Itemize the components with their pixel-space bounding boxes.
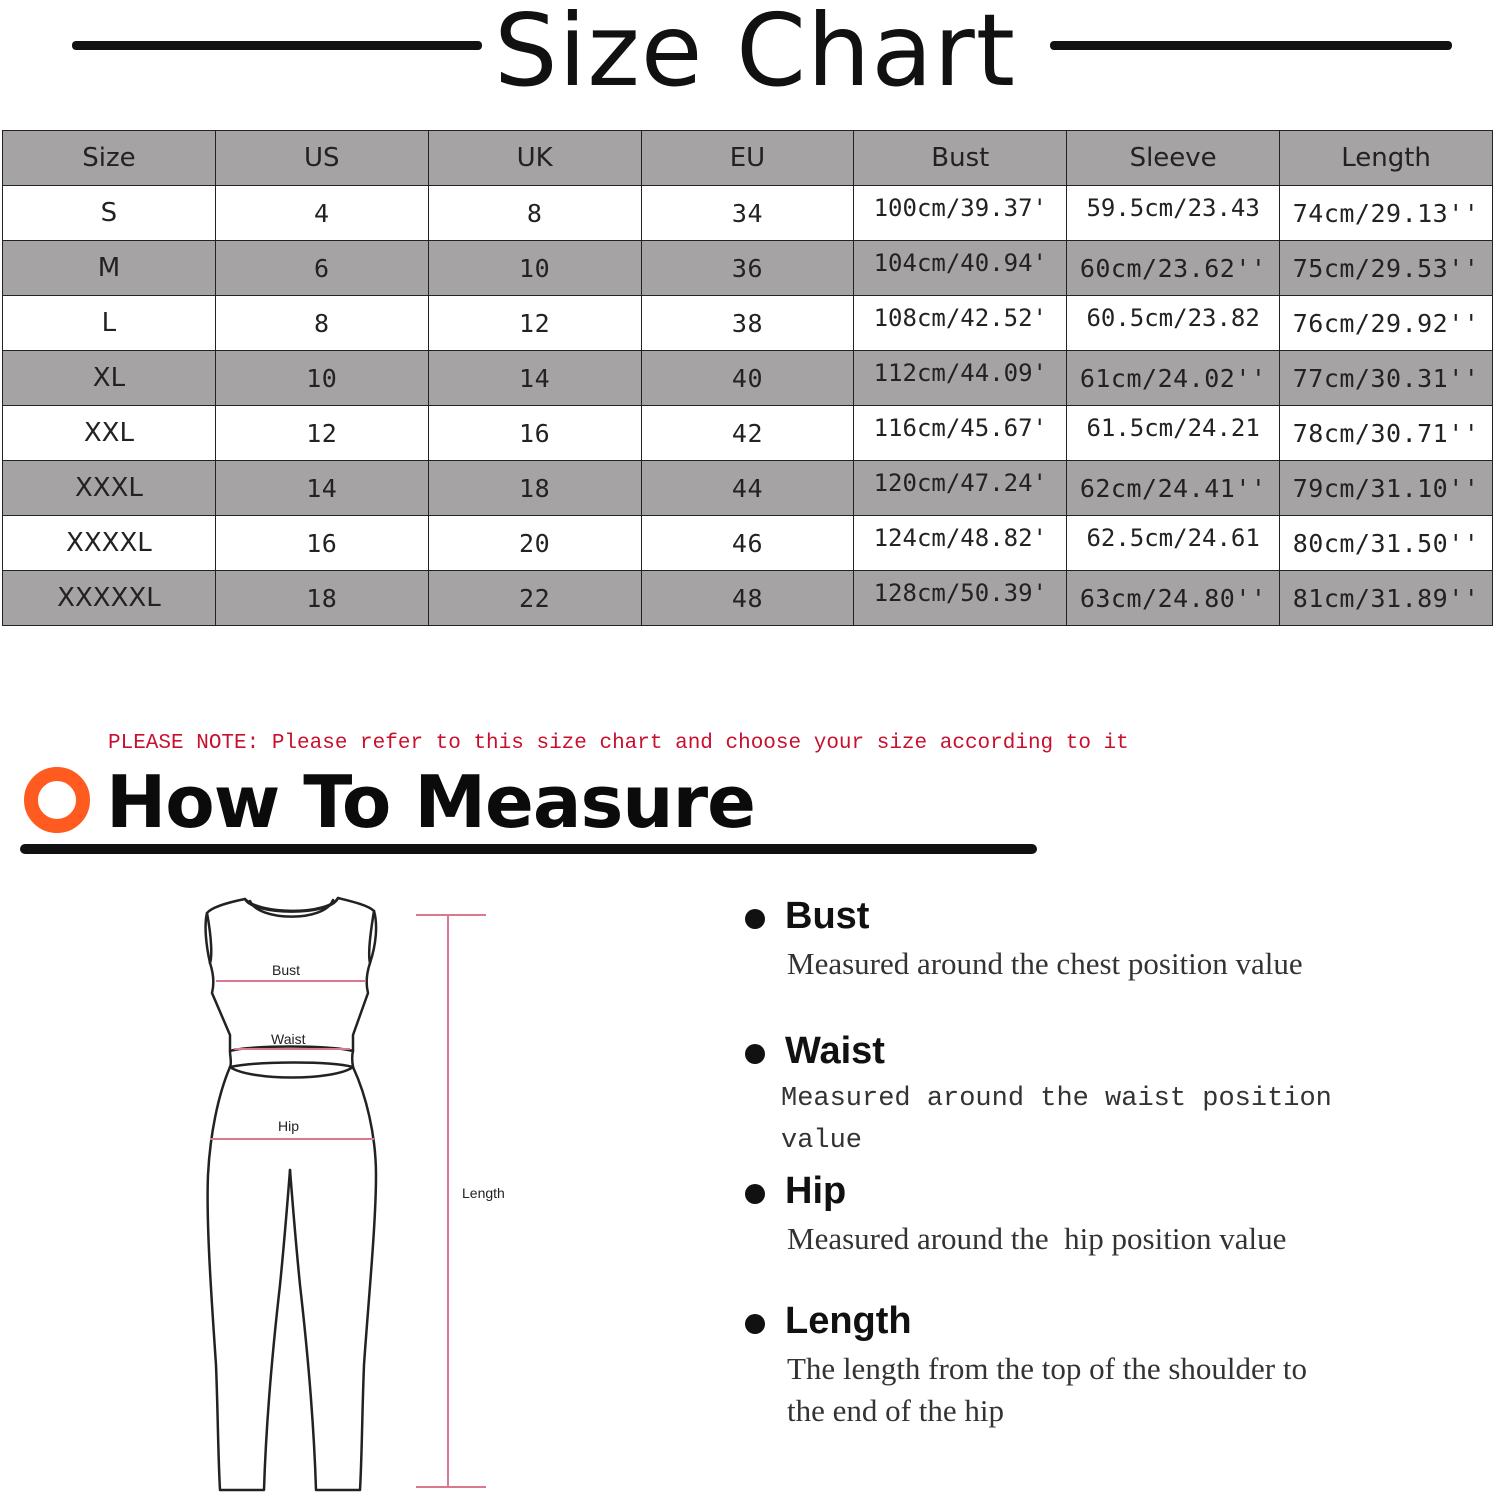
cell-size: XXXXXL: [3, 571, 216, 626]
size-chart-table: [2, 130, 1493, 626]
header-uk: UK: [428, 131, 641, 186]
cell-eu: 38: [641, 296, 854, 351]
guide-title: Bust: [785, 895, 870, 937]
table-row: [3, 351, 1493, 406]
title-rule-left: [72, 41, 482, 50]
cell-eu: 48: [641, 571, 854, 626]
cell-size: L: [3, 296, 216, 351]
cell-length: 81cm/31.89'': [1280, 571, 1493, 626]
header-us: US: [215, 131, 428, 186]
cell-us: 4: [215, 186, 428, 241]
table-row: [3, 571, 1493, 626]
cell-sleeve: 60.5cm/23.82: [1067, 296, 1280, 351]
cell-uk: 18: [428, 461, 641, 516]
cell-bust: 124cm/48.82': [854, 516, 1067, 571]
guide-description: Measured around the chest position value: [787, 946, 1303, 981]
cell-uk: 14: [428, 351, 641, 406]
cell-bust: 100cm/39.37': [854, 186, 1067, 241]
table-row: [3, 241, 1493, 296]
cell-bust: 120cm/47.24': [854, 461, 1067, 516]
cell-size: XXXXL: [3, 516, 216, 571]
cell-bust: 108cm/42.52': [854, 296, 1067, 351]
figure-hip-label: Hip: [278, 1118, 300, 1134]
cell-eu: 42: [641, 406, 854, 461]
ring-icon: [24, 767, 90, 833]
guide-description: Measured around the waist position value: [781, 1084, 1332, 1156]
cell-length: 80cm/31.50'': [1280, 516, 1493, 571]
table-row: [3, 516, 1493, 571]
bullet-icon: [745, 1044, 765, 1064]
table-row: [3, 296, 1493, 351]
how-to-measure-title: How To Measure: [106, 760, 755, 844]
figure-waist-label: Waist: [271, 1031, 306, 1047]
cell-length: 78cm/30.71'': [1280, 406, 1493, 461]
title-rule-right: [1050, 41, 1452, 50]
page-title: Size Chart: [494, 0, 1016, 109]
table-header-row: [3, 131, 1493, 186]
cell-length: 74cm/29.13'': [1280, 186, 1493, 241]
header-eu: EU: [641, 131, 854, 186]
table-row: [3, 406, 1493, 461]
table-row: [3, 461, 1493, 516]
cell-bust: 104cm/40.94': [854, 241, 1067, 296]
cell-length: 79cm/31.10'': [1280, 461, 1493, 516]
table-row: [3, 186, 1493, 241]
cell-uk: 8: [428, 186, 641, 241]
cell-us: 6: [215, 241, 428, 296]
cell-sleeve: 61cm/24.02'': [1067, 351, 1280, 406]
cell-length: 76cm/29.92'': [1280, 296, 1493, 351]
cell-us: 14: [215, 461, 428, 516]
cell-sleeve: 61.5cm/24.21: [1067, 406, 1280, 461]
header-size: Size: [3, 131, 216, 186]
cell-uk: 22: [428, 571, 641, 626]
cell-eu: 40: [641, 351, 854, 406]
cell-uk: 12: [428, 296, 641, 351]
cell-sleeve: 62cm/24.41'': [1067, 461, 1280, 516]
how-to-measure-rule: [20, 844, 1037, 854]
cell-us: 8: [215, 296, 428, 351]
jumpsuit-measure-figure: [190, 885, 530, 1500]
cell-bust: 112cm/44.09': [854, 351, 1067, 406]
cell-size: XL: [3, 351, 216, 406]
bullet-icon: [745, 1314, 765, 1334]
figure-bust-label: Bust: [272, 962, 301, 978]
cell-eu: 34: [641, 186, 854, 241]
guide-description: [787, 1348, 1427, 1432]
cell-us: 10: [215, 351, 428, 406]
guide-description: Measured around the hip position value: [787, 1221, 1287, 1256]
bullet-icon: [745, 1184, 765, 1204]
cell-uk: 10: [428, 241, 641, 296]
cell-size: M: [3, 241, 216, 296]
cell-uk: 20: [428, 516, 641, 571]
cell-uk: 16: [428, 406, 641, 461]
guide-title: Length: [785, 1300, 912, 1342]
guide-description-line: the end of the hip: [787, 1393, 1004, 1428]
cell-bust: 116cm/45.67': [854, 406, 1067, 461]
cell-eu: 46: [641, 516, 854, 571]
cell-bust: 128cm/50.39': [854, 571, 1067, 626]
cell-size: S: [3, 186, 216, 241]
cell-sleeve: 62.5cm/24.61: [1067, 516, 1280, 571]
cell-length: 75cm/29.53'': [1280, 241, 1493, 296]
guide-title: Hip: [785, 1170, 847, 1212]
cell-size: XXL: [3, 406, 216, 461]
cell-sleeve: 63cm/24.80'': [1067, 571, 1280, 626]
cell-eu: 36: [641, 241, 854, 296]
bullet-icon: [745, 909, 765, 929]
guide-title: Waist: [785, 1030, 885, 1072]
cell-us: 12: [215, 406, 428, 461]
cell-sleeve: 60cm/23.62'': [1067, 241, 1280, 296]
cell-sleeve: 59.5cm/23.43: [1067, 186, 1280, 241]
please-note: PLEASE NOTE: Please refer to this size chart and choose your size according to it: [108, 732, 1129, 755]
cell-eu: 44: [641, 461, 854, 516]
header-bust: Bust: [854, 131, 1067, 186]
guide-description-line: The length from the top of the shoulder to: [787, 1351, 1307, 1386]
header-length: Length: [1280, 131, 1493, 186]
header-sleeve: Sleeve: [1067, 131, 1280, 186]
cell-us: 16: [215, 516, 428, 571]
cell-length: 77cm/30.31'': [1280, 351, 1493, 406]
cell-us: 18: [215, 571, 428, 626]
cell-size: XXXL: [3, 461, 216, 516]
figure-length-label: Length: [462, 1185, 505, 1201]
